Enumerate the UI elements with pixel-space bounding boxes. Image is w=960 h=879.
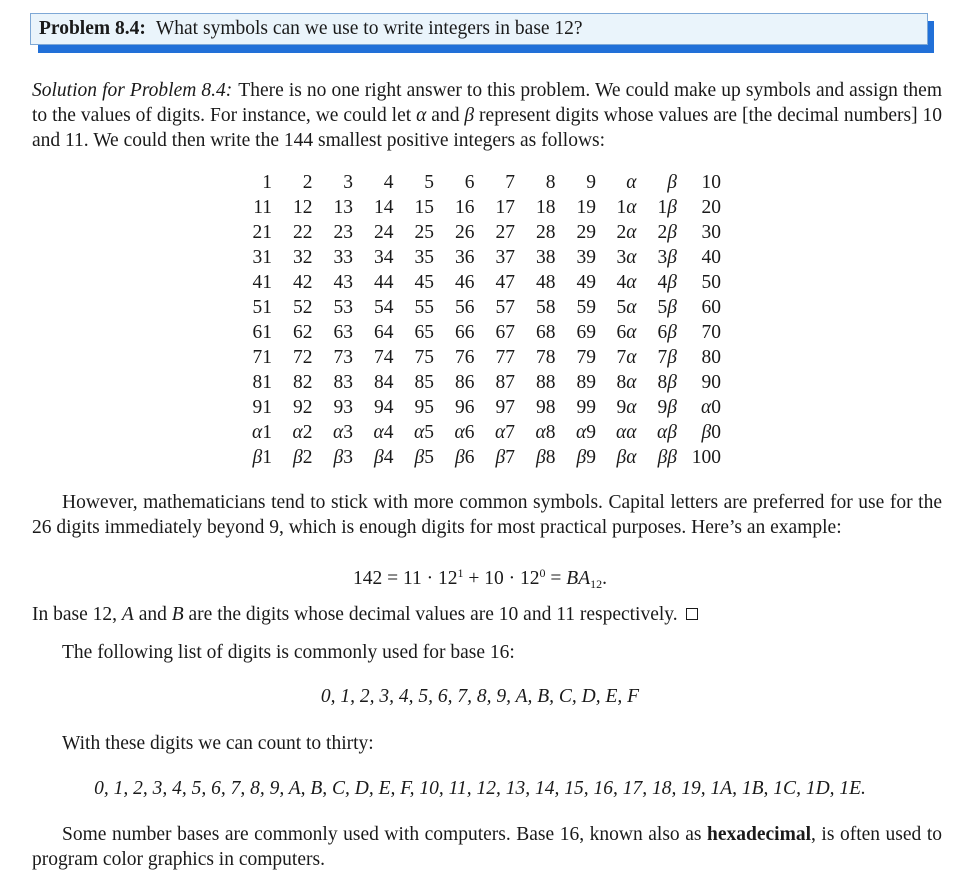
greek-digit: α xyxy=(626,272,637,293)
problem-box xyxy=(30,13,932,53)
table-cell: 82 xyxy=(293,372,313,393)
table-cell: 3β xyxy=(657,247,677,268)
greek-digit: α xyxy=(576,422,587,443)
table-cell: β5 xyxy=(414,447,434,468)
table-cell: 30 xyxy=(701,222,721,243)
table-cell: 61 xyxy=(252,322,272,343)
table-cell: α5 xyxy=(414,422,434,443)
greek-digit: α xyxy=(626,172,637,193)
table-cell: 4α xyxy=(616,272,637,293)
table-cell: 46 xyxy=(455,272,475,293)
table-row xyxy=(244,420,721,445)
table-cell: 28 xyxy=(536,222,556,243)
greek-digit: α xyxy=(626,372,637,393)
table-cell: 40 xyxy=(701,247,721,268)
table-cell: 9α xyxy=(616,397,637,418)
greek-digit: α xyxy=(535,422,546,443)
table-cell: 57 xyxy=(495,297,515,318)
equation-part: . xyxy=(602,568,607,589)
table-cell: 94 xyxy=(374,397,394,418)
hexadecimal-term: hexadecimal xyxy=(707,824,811,845)
greek-digit: α xyxy=(373,422,384,443)
table-row xyxy=(244,345,721,370)
solution-label: Solution for Problem 8.4: xyxy=(32,80,233,101)
greek-digit: β xyxy=(667,347,677,368)
table-cell: 98 xyxy=(536,397,556,418)
table-cell: 16 xyxy=(455,197,475,218)
table-cell: 73 xyxy=(333,347,353,368)
table-cell: α7 xyxy=(495,422,515,443)
table-cell: 4 xyxy=(383,172,394,193)
table-cell: 2β xyxy=(657,222,677,243)
table-cell: 1 xyxy=(262,172,272,193)
table-cell: 35 xyxy=(414,247,434,268)
greek-digit: β xyxy=(667,197,677,218)
table-cell: 26 xyxy=(455,222,475,243)
table-cell: 67 xyxy=(495,322,515,343)
table-cell: 91 xyxy=(252,397,272,418)
table-cell: 72 xyxy=(293,347,313,368)
table-cell: 55 xyxy=(414,297,434,318)
table-row xyxy=(244,220,721,245)
solution-text: represent digits whose values are [the decimal numbers] 10 and 11. We could then write the 144 smallest positive integers as follows: xyxy=(32,105,943,151)
greek-digit: α xyxy=(626,397,637,418)
greek-digit: β xyxy=(657,447,668,468)
table-cell: 79 xyxy=(576,347,596,368)
table-cell: 90 xyxy=(701,372,721,393)
table-cell: 24 xyxy=(374,222,394,243)
base12-digit-table xyxy=(244,170,721,470)
table-cell: 95 xyxy=(414,397,434,418)
table-row xyxy=(244,445,721,470)
table-cell: 39 xyxy=(576,247,596,268)
equation-part: 142 = 11 · 12 xyxy=(353,568,458,589)
table-cell: 64 xyxy=(374,322,394,343)
qed-square-icon xyxy=(686,608,698,620)
greek-digit: β xyxy=(667,172,677,193)
greek-digit: β xyxy=(616,447,627,468)
table-cell: 2 xyxy=(302,172,313,193)
table-cell: 68 xyxy=(536,322,556,343)
table-row xyxy=(244,370,721,395)
table-cell: 71 xyxy=(252,347,272,368)
table-cell: 17 xyxy=(495,197,515,218)
greek-digit: β xyxy=(667,397,677,418)
table-cell: 85 xyxy=(414,372,434,393)
table-cell: 69 xyxy=(576,322,596,343)
conclusion-paragraph xyxy=(32,602,942,627)
greek-digit: β xyxy=(667,222,677,243)
table-cell: 74 xyxy=(374,347,394,368)
table-cell: 9 xyxy=(586,172,596,193)
table-cell: 32 xyxy=(293,247,313,268)
table-cell: 11 xyxy=(253,197,272,218)
computers-text: Some number bases are commonly used with computers. Base 16, known also as xyxy=(62,824,707,845)
table-cell: 56 xyxy=(455,297,475,318)
table-cell: β3 xyxy=(333,447,353,468)
greek-digit: α xyxy=(657,422,668,443)
greek-digit: β xyxy=(667,297,677,318)
table-cell: 78 xyxy=(536,347,556,368)
table-cell: 70 xyxy=(701,322,721,343)
table-row xyxy=(244,170,721,195)
table-cell: 48 xyxy=(536,272,556,293)
table-cell: 29 xyxy=(576,222,596,243)
table-cell: α6 xyxy=(454,422,475,443)
table-cell: 15 xyxy=(414,197,434,218)
solution-text: and xyxy=(426,105,465,126)
solution-text: There is no one right answer to this problem. We could make up symbols and assign them to the values of digits. For instance, we could let xyxy=(32,80,942,126)
conclusion-text: are the digits whose decimal values are 10 and 11 respectively. xyxy=(183,604,678,625)
table-cell: 6β xyxy=(657,322,677,343)
greek-digit: α xyxy=(454,422,465,443)
table-cell: 7β xyxy=(657,347,677,368)
equation-part: = xyxy=(545,568,567,589)
greek-digit: α xyxy=(626,297,637,318)
table-cell: 5 xyxy=(424,172,434,193)
table-cell: 38 xyxy=(536,247,556,268)
table-cell: 65 xyxy=(414,322,434,343)
table-cell: 36 xyxy=(455,247,475,268)
greek-digit: α xyxy=(626,197,637,218)
table-cell: β0 xyxy=(701,422,721,443)
table-row xyxy=(244,320,721,345)
table-row xyxy=(244,195,721,220)
table-cell: 1α xyxy=(616,197,637,218)
table-cell: 49 xyxy=(576,272,596,293)
table-cell: 50 xyxy=(701,272,721,293)
greek-digit: β xyxy=(374,447,384,468)
table-cell: 37 xyxy=(495,247,515,268)
computers-paragraph xyxy=(32,822,942,872)
table-cell: 89 xyxy=(576,372,596,393)
greek-digit: α xyxy=(626,322,637,343)
table-cell xyxy=(637,420,678,445)
greek-digit: α xyxy=(333,422,344,443)
table-cell: 62 xyxy=(293,322,313,343)
greek-digit: α xyxy=(292,422,303,443)
table-cell: 58 xyxy=(536,297,556,318)
table-cell: β9 xyxy=(576,447,596,468)
table-cell xyxy=(637,170,678,195)
table-cell: 86 xyxy=(455,372,475,393)
table-cell: 27 xyxy=(495,222,515,243)
following-paragraph: The following list of digits is commonly used for base 16: xyxy=(62,642,515,663)
problem-question: What symbols can we use to write integers in base 12? xyxy=(155,18,583,39)
greek-digit: β xyxy=(667,272,677,293)
table-cell: 8α xyxy=(616,372,637,393)
digit-B: B xyxy=(171,604,184,625)
computers-text: , is often used to program color graphics in computers. xyxy=(32,824,943,870)
table-cell: 76 xyxy=(455,347,475,368)
greek-digit: β xyxy=(495,447,506,468)
example-equation xyxy=(0,566,960,591)
subscript-base: 12 xyxy=(590,577,603,591)
table-cell: 77 xyxy=(495,347,515,368)
greek-digit: α xyxy=(252,422,263,443)
table-cell xyxy=(637,445,678,470)
table-cell: 75 xyxy=(414,347,434,368)
solution-paragraph xyxy=(32,78,942,153)
greek-digit: α xyxy=(414,422,425,443)
problem-label: Problem 8.4: xyxy=(39,18,146,39)
greek-digit: β xyxy=(455,447,465,468)
greek-digit: β xyxy=(576,447,587,468)
table-cell: 33 xyxy=(333,247,353,268)
greek-digit: β xyxy=(414,447,425,468)
greek-digit: α xyxy=(626,247,637,268)
table-cell: 66 xyxy=(455,322,475,343)
table-cell: α4 xyxy=(373,422,394,443)
table-cell: 54 xyxy=(374,297,394,318)
count-paragraph: With these digits we can count to thirty: xyxy=(62,733,374,754)
table-cell xyxy=(596,170,637,195)
greek-digit: β xyxy=(333,447,344,468)
table-cell: β7 xyxy=(495,447,515,468)
table-cell: 96 xyxy=(455,397,475,418)
table-cell: 80 xyxy=(701,347,721,368)
table-cell: 22 xyxy=(293,222,313,243)
table-cell: 3α xyxy=(616,247,637,268)
greek-digit: α xyxy=(626,447,637,468)
count-to-thirty-list: 0, 1, 2, 3, 4, 5, 6, 7, 8, 9, A, B, C, D, E, F, 10, 11, 12, 13, 14, 15, 16, 17, 18, 19, 1A, 1B, 1C, 1D, 1E. xyxy=(94,778,866,799)
table-cell: 93 xyxy=(333,397,353,418)
table-cell: 47 xyxy=(495,272,515,293)
table-cell: 6 xyxy=(464,172,475,193)
table-cell: 6α xyxy=(616,322,637,343)
table-cell: 4β xyxy=(657,272,677,293)
greek-digit: α xyxy=(626,222,637,243)
digit-A: A xyxy=(121,604,134,625)
table-cell: 7 xyxy=(505,172,515,193)
table-cell: 34 xyxy=(374,247,394,268)
greek-digit: α xyxy=(616,422,627,443)
table-cell: α1 xyxy=(252,422,272,443)
table-cell xyxy=(596,445,637,470)
table-cell: α9 xyxy=(576,422,596,443)
table-cell: 8β xyxy=(657,372,677,393)
table-cell: 2α xyxy=(616,222,637,243)
table-cell: 63 xyxy=(333,322,353,343)
table-cell: 12 xyxy=(293,197,313,218)
conclusion-text: In base 12, xyxy=(32,604,122,625)
table-cell: β4 xyxy=(374,447,394,468)
table-cell: 51 xyxy=(252,297,272,318)
greek-digit: α xyxy=(626,347,637,368)
table-cell: 60 xyxy=(701,297,721,318)
table-cell: α8 xyxy=(535,422,556,443)
greek-digit: β xyxy=(667,422,677,443)
table-cell: 18 xyxy=(536,197,556,218)
table-cell: 53 xyxy=(333,297,353,318)
table-cell: 41 xyxy=(252,272,272,293)
table-cell: 88 xyxy=(536,372,556,393)
table-cell: β6 xyxy=(455,447,475,468)
table-cell: α3 xyxy=(333,422,353,443)
table-cell: 13 xyxy=(333,197,353,218)
exponent: 1 xyxy=(457,566,464,580)
table-cell: 19 xyxy=(576,197,596,218)
table-cell: 83 xyxy=(333,372,353,393)
greek-digit: α xyxy=(495,422,506,443)
table-cell: 21 xyxy=(252,222,272,243)
greek-digit: β xyxy=(667,447,677,468)
table-cell: 1β xyxy=(657,197,677,218)
table-cell: 43 xyxy=(333,272,353,293)
problem-statement xyxy=(30,13,928,45)
table-cell: 9β xyxy=(657,397,677,418)
hex-digit-list: 0, 1, 2, 3, 4, 5, 6, 7, 8, 9, A, B, C, D, E, F xyxy=(320,686,640,707)
table-cell: 10 xyxy=(701,172,721,193)
table-cell: α2 xyxy=(292,422,313,443)
table-cell: 14 xyxy=(374,197,394,218)
table-cell: β1 xyxy=(252,447,272,468)
table-cell: 52 xyxy=(293,297,313,318)
table-cell: 45 xyxy=(414,272,434,293)
table-cell: 31 xyxy=(252,247,272,268)
greek-digit: β xyxy=(667,372,677,393)
conclusion-text: and xyxy=(133,604,172,625)
table-cell: 81 xyxy=(252,372,272,393)
table-cell: α0 xyxy=(701,397,721,418)
beta-symbol: β xyxy=(464,105,475,126)
however-paragraph: However, mathematicians tend to stick with more common symbols. Capital letters are preferred for use for the 26 digits immediately beyond 9, which is enough digits for most practical purposes. Here’s an example: xyxy=(32,492,942,538)
greek-digit: β xyxy=(701,422,712,443)
greek-digit: β xyxy=(293,447,303,468)
table-cell: 25 xyxy=(414,222,434,243)
table-cell: 5α xyxy=(616,297,637,318)
greek-digit: α xyxy=(626,422,637,443)
table-cell: β2 xyxy=(293,447,313,468)
greek-digit: β xyxy=(667,322,677,343)
greek-digit: β xyxy=(536,447,546,468)
table-row xyxy=(244,295,721,320)
equation-part: + 10 · 12 xyxy=(463,568,540,589)
table-cell: 5β xyxy=(657,297,677,318)
table-cell: 97 xyxy=(495,397,515,418)
table-cell: β8 xyxy=(536,447,556,468)
greek-digit: β xyxy=(667,247,677,268)
table-cell: 3 xyxy=(343,172,353,193)
table-cell: 7α xyxy=(616,347,637,368)
table-cell xyxy=(596,420,637,445)
greek-digit: β xyxy=(252,447,263,468)
alpha-symbol: α xyxy=(416,105,427,126)
greek-digit: α xyxy=(701,397,712,418)
table-cell: 92 xyxy=(293,397,313,418)
table-cell: 59 xyxy=(576,297,596,318)
table-cell: 8 xyxy=(545,172,556,193)
table-cell: 44 xyxy=(374,272,394,293)
table-cell: 84 xyxy=(374,372,394,393)
table-row xyxy=(244,395,721,420)
table-row xyxy=(244,270,721,295)
table-row xyxy=(244,245,721,270)
table-cell: 99 xyxy=(576,397,596,418)
exponent: 0 xyxy=(539,566,546,580)
table-cell: 42 xyxy=(293,272,313,293)
equation-result: BA xyxy=(566,568,591,589)
table-cell: 23 xyxy=(333,222,353,243)
table-cell: 100 xyxy=(691,447,721,468)
table-cell: 87 xyxy=(495,372,515,393)
table-cell: 20 xyxy=(701,197,721,218)
